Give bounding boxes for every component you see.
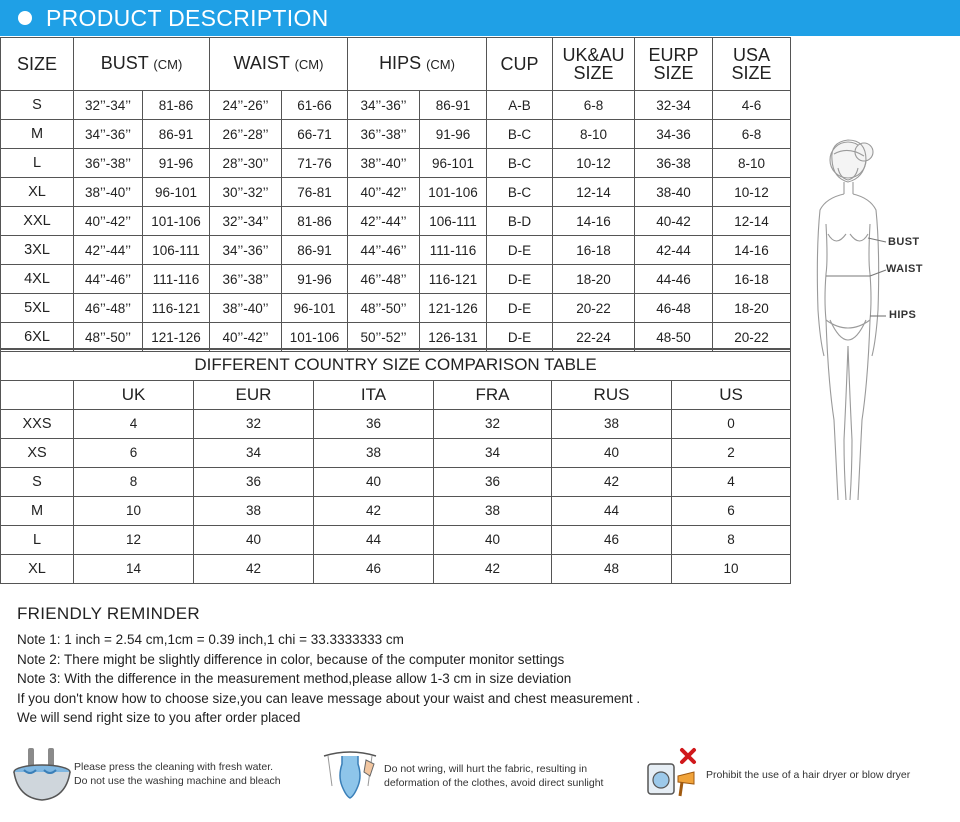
- size-chart-cell: 38’’-40’’: [74, 178, 143, 207]
- comparison-cell: 2: [672, 438, 791, 467]
- size-chart-cell: 18-20: [713, 294, 791, 323]
- size-chart-cell: 121-126: [420, 294, 487, 323]
- header-size: SIZE: [1, 38, 74, 91]
- size-chart-cell: 42’’-44’’: [348, 207, 420, 236]
- comparison-cell: 0: [672, 409, 791, 438]
- size-chart-cell: 30’’-32’’: [210, 178, 282, 207]
- comparison-cell: 4: [672, 467, 791, 496]
- size-chart-cell: 20-22: [553, 294, 635, 323]
- size-chart-cell: 91-96: [143, 149, 210, 178]
- size-chart-cell: 44-46: [635, 265, 713, 294]
- size-chart-cell: 6-8: [553, 91, 635, 120]
- size-chart-header-row: [1, 38, 791, 91]
- size-chart-cell: 48-50: [635, 323, 713, 352]
- size-chart-cell: 10-12: [553, 149, 635, 178]
- swimsuit-line-dry-icon: [320, 746, 380, 804]
- hand-wash-text-1: Please press the cleaning with fresh water.: [74, 761, 274, 773]
- care-no-dryer: [644, 746, 954, 806]
- size-chart-cell: 121-126: [143, 323, 210, 352]
- comparison-cell: 40: [194, 525, 314, 554]
- size-chart-cell: 46-48: [635, 294, 713, 323]
- size-chart-cell: 40’’-42’’: [348, 178, 420, 207]
- no-wring-text-2: deformation of the clothes, avoid direct sunlight: [384, 777, 604, 789]
- header-hips: HIPS (CM): [348, 38, 487, 91]
- size-chart-cell: 28’’-30’’: [210, 149, 282, 178]
- care-no-wring: [320, 746, 640, 806]
- comparison-size-label: XS: [1, 438, 74, 467]
- size-chart-cell: B-C: [487, 149, 553, 178]
- size-chart-cell: 32-34: [635, 91, 713, 120]
- size-label: 3XL: [1, 236, 74, 265]
- comparison-cell: 40: [314, 467, 434, 496]
- size-chart-cell: 24’’-26’’: [210, 91, 282, 120]
- size-label: 6XL: [1, 323, 74, 352]
- comparison-cell: 32: [194, 409, 314, 438]
- size-label: XL: [1, 178, 74, 207]
- comparison-cell: 12: [74, 525, 194, 554]
- size-chart-cell: 86-91: [282, 236, 348, 265]
- size-chart-cell: 16-18: [713, 265, 791, 294]
- size-chart-cell: 81-86: [282, 207, 348, 236]
- size-chart-cell: 40-42: [635, 207, 713, 236]
- comparison-cell: 34: [194, 438, 314, 467]
- size-chart-cell: 12-14: [553, 178, 635, 207]
- comparison-cell: 34: [434, 438, 552, 467]
- header-usa-size: USA SIZE: [713, 38, 791, 91]
- comparison-row: [1, 467, 791, 496]
- care-hand-wash: [10, 746, 320, 806]
- comparison-cell: 42: [434, 554, 552, 583]
- size-chart-cell: 44’’-46’’: [74, 265, 143, 294]
- size-label: M: [1, 120, 74, 149]
- size-chart-cell: 36’’-38’’: [348, 120, 420, 149]
- product-description-banner: [0, 0, 960, 36]
- size-chart-cell: B-C: [487, 120, 553, 149]
- size-chart-cell: 40’’-42’’: [74, 207, 143, 236]
- size-chart-cell: 111-116: [143, 265, 210, 294]
- comparison-cell: 38: [194, 496, 314, 525]
- size-chart-cell: 14-16: [713, 236, 791, 265]
- comparison-header-cell: [1, 380, 74, 409]
- size-chart-row: [1, 236, 791, 265]
- size-chart-cell: 81-86: [143, 91, 210, 120]
- size-chart-cell: 91-96: [282, 265, 348, 294]
- size-chart-cell: 101-106: [282, 323, 348, 352]
- size-chart-cell: 22-24: [553, 323, 635, 352]
- size-chart-cell: 8-10: [713, 149, 791, 178]
- hand-wash-text-2: Do not use the washing machine and bleach: [74, 775, 281, 787]
- bullet-dot-icon: [18, 11, 32, 25]
- size-chart-table: [0, 37, 791, 352]
- comparison-cell: 10: [74, 496, 194, 525]
- size-chart-cell: B-D: [487, 207, 553, 236]
- no-dryer-icon: [644, 746, 704, 804]
- size-label: 4XL: [1, 265, 74, 294]
- header-cup: CUP: [487, 38, 553, 91]
- size-chart-cell: 26’’-28’’: [210, 120, 282, 149]
- header-eurp-size: EURP SIZE: [635, 38, 713, 91]
- comparison-caption: DIFFERENT COUNTRY SIZE COMPARISON TABLE: [1, 349, 791, 380]
- size-chart-cell: 106-111: [420, 207, 487, 236]
- friendly-reminder: [17, 604, 777, 728]
- comparison-row: [1, 438, 791, 467]
- size-chart-cell: D-E: [487, 294, 553, 323]
- comparison-cell: 38: [314, 438, 434, 467]
- comparison-cell: 44: [314, 525, 434, 554]
- size-chart-cell: 101-106: [420, 178, 487, 207]
- size-chart-cell: 34’’-36’’: [348, 91, 420, 120]
- size-chart-cell: 42’’-44’’: [74, 236, 143, 265]
- size-chart-cell: 42-44: [635, 236, 713, 265]
- size-chart-cell: 8-10: [553, 120, 635, 149]
- no-wring-text-1: Do not wring, will hurt the fabric, resulting in: [384, 763, 588, 775]
- comparison-header-cell: US: [672, 380, 791, 409]
- size-chart-cell: 50’’-52’’: [348, 323, 420, 352]
- size-chart-cell: 16-18: [553, 236, 635, 265]
- reminder-line: Note 1: 1 inch = 2.54 cm,1cm = 0.39 inch,1 chi = 33.3333333 cm: [17, 632, 404, 647]
- size-chart-cell: 18-20: [553, 265, 635, 294]
- size-chart-cell: 46’’-48’’: [74, 294, 143, 323]
- size-chart-row: [1, 91, 791, 120]
- comparison-cell: 36: [314, 409, 434, 438]
- comparison-cell: 42: [194, 554, 314, 583]
- size-chart-cell: B-C: [487, 178, 553, 207]
- size-chart-cell: 76-81: [282, 178, 348, 207]
- comparison-cell: 46: [314, 554, 434, 583]
- comparison-header-cell: RUS: [552, 380, 672, 409]
- comparison-cell: 14: [74, 554, 194, 583]
- header-waist: WAIST (CM): [210, 38, 348, 91]
- comparison-cell: 38: [434, 496, 552, 525]
- size-chart-cell: 86-91: [143, 120, 210, 149]
- size-chart-cell: 38’’-40’’: [348, 149, 420, 178]
- comparison-cell: 8: [74, 467, 194, 496]
- size-chart-cell: 36’’-38’’: [74, 149, 143, 178]
- comparison-header-row: [1, 380, 791, 409]
- size-chart-cell: 38’’-40’’: [210, 294, 282, 323]
- body-measurement-figure: [800, 120, 960, 520]
- comparison-header-cell: EUR: [194, 380, 314, 409]
- size-chart-cell: 48’’-50’’: [74, 323, 143, 352]
- comparison-cell: 10: [672, 554, 791, 583]
- comparison-row: [1, 409, 791, 438]
- comparison-header-cell: FRA: [434, 380, 552, 409]
- size-chart-cell: 86-91: [420, 91, 487, 120]
- size-chart-cell: 46’’-48’’: [348, 265, 420, 294]
- size-chart-row: [1, 178, 791, 207]
- comparison-size-label: XXS: [1, 409, 74, 438]
- header-bust: BUST (CM): [74, 38, 210, 91]
- comparison-cell: 42: [314, 496, 434, 525]
- comparison-cell: 40: [434, 525, 552, 554]
- size-chart-cell: 96-101: [282, 294, 348, 323]
- comparison-cell: 38: [552, 409, 672, 438]
- size-chart-cell: 61-66: [282, 91, 348, 120]
- size-chart-cell: 10-12: [713, 178, 791, 207]
- comparison-header-cell: UK: [74, 380, 194, 409]
- figure-label-hips: HIPS: [889, 309, 917, 321]
- size-chart-cell: 32’’-34’’: [210, 207, 282, 236]
- comparison-cell: 4: [74, 409, 194, 438]
- size-chart-cell: 48’’-50’’: [348, 294, 420, 323]
- size-chart-cell: 36-38: [635, 149, 713, 178]
- size-chart-cell: 96-101: [420, 149, 487, 178]
- size-chart-cell: 96-101: [143, 178, 210, 207]
- comparison-size-label: M: [1, 496, 74, 525]
- comparison-cell: 44: [552, 496, 672, 525]
- comparison-size-label: S: [1, 467, 74, 496]
- figure-label-waist: WAIST: [886, 263, 923, 275]
- comparison-size-label: XL: [1, 554, 74, 583]
- size-chart-cell: 6-8: [713, 120, 791, 149]
- body-silhouette-icon: [800, 120, 960, 520]
- size-chart-cell: A-B: [487, 91, 553, 120]
- comparison-cell: 6: [672, 496, 791, 525]
- comparison-header-cell: ITA: [314, 380, 434, 409]
- hand-wash-basin-icon: [10, 746, 74, 804]
- size-chart-cell: 38-40: [635, 178, 713, 207]
- size-chart-row: [1, 120, 791, 149]
- size-chart-cell: 34’’-36’’: [210, 236, 282, 265]
- size-chart-cell: 12-14: [713, 207, 791, 236]
- reminder-line: We will send right size to you after order placed: [17, 710, 301, 726]
- size-chart-cell: 101-106: [143, 207, 210, 236]
- size-chart-cell: 66-71: [282, 120, 348, 149]
- comparison-cell: 8: [672, 525, 791, 554]
- size-chart-cell: 34-36: [635, 120, 713, 149]
- size-chart-cell: 40’’-42’’: [210, 323, 282, 352]
- figure-label-bust: BUST: [888, 236, 920, 248]
- size-chart-cell: 32’’-34’’: [74, 91, 143, 120]
- size-chart-cell: 20-22: [713, 323, 791, 352]
- size-chart-cell: 91-96: [420, 120, 487, 149]
- reminder-line: Note 2: There might be slightly difference in color, because of the computer monitor settings: [17, 651, 565, 667]
- comparison-row: [1, 525, 791, 554]
- size-chart-cell: 106-111: [143, 236, 210, 265]
- comparison-cell: 40: [552, 438, 672, 467]
- size-label: 5XL: [1, 294, 74, 323]
- size-chart-cell: 111-116: [420, 236, 487, 265]
- size-chart-cell: 116-121: [143, 294, 210, 323]
- size-chart-cell: 126-131: [420, 323, 487, 352]
- size-chart-row: [1, 294, 791, 323]
- size-chart-cell: 44’’-46’’: [348, 236, 420, 265]
- size-chart-row: [1, 207, 791, 236]
- size-chart-cell: 36’’-38’’: [210, 265, 282, 294]
- size-label: XXL: [1, 207, 74, 236]
- banner-title: PRODUCT DESCRIPTION: [46, 5, 329, 31]
- comparison-cell: 32: [434, 409, 552, 438]
- size-chart-cell: D-E: [487, 323, 553, 352]
- reminder-line: If you don't know how to choose size,you can leave message about your waist and chest measurement .: [17, 690, 641, 706]
- comparison-row: [1, 554, 791, 583]
- header-ukau-size: UK&AU SIZE: [553, 38, 635, 91]
- size-chart-cell: 14-16: [553, 207, 635, 236]
- size-chart-cell: 116-121: [420, 265, 487, 294]
- size-label: S: [1, 91, 74, 120]
- size-label: L: [1, 149, 74, 178]
- size-chart-cell: 4-6: [713, 91, 791, 120]
- size-chart-row: [1, 265, 791, 294]
- size-chart-cell: 71-76: [282, 149, 348, 178]
- comparison-size-label: L: [1, 525, 74, 554]
- size-chart-cell: 34’’-36’’: [74, 120, 143, 149]
- comparison-cell: 36: [194, 467, 314, 496]
- size-chart-cell: D-E: [487, 265, 553, 294]
- reminder-line: Note 3: With the difference in the measurement method,please allow 1-3 cm in size deviation: [17, 671, 572, 687]
- no-dryer-text: Prohibit the use of a hair dryer or blow dryer: [706, 769, 911, 781]
- comparison-cell: 42: [552, 467, 672, 496]
- country-size-comparison-table: [0, 348, 791, 584]
- comparison-cell: 48: [552, 554, 672, 583]
- comparison-row: [1, 496, 791, 525]
- comparison-cell: 6: [74, 438, 194, 467]
- comparison-cell: 36: [434, 467, 552, 496]
- comparison-cell: 46: [552, 525, 672, 554]
- size-chart-row: [1, 149, 791, 178]
- size-chart-cell: D-E: [487, 236, 553, 265]
- reminder-title: FRIENDLY REMINDER: [17, 604, 200, 623]
